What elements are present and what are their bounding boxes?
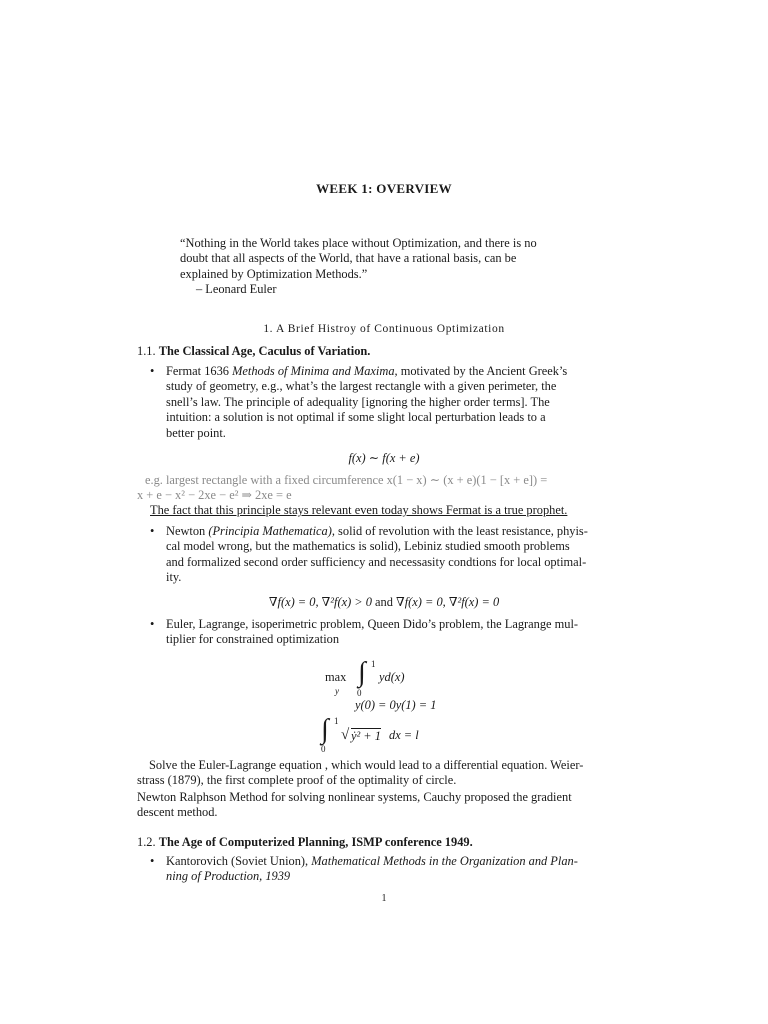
text-line: cal model wrong, but the mathematics is solid), Lebiniz studied smooth problems xyxy=(166,539,570,554)
bullet-kantorovich xyxy=(150,854,632,885)
quote-line: explained by Optimization Methods.” xyxy=(180,266,368,281)
text-line: Euler, Lagrange, isoperimetric problem, Queen Dido’s problem, the Lagrange mul- xyxy=(166,617,579,631)
text-line: Kantorovich (Soviet Union), Mathematical Methods in the Organization and Plan- xyxy=(166,854,578,868)
text-line: Newton Ralphson Method for solving nonlinear systems, Cauchy proposed the gradient xyxy=(137,790,572,804)
text-line: x + e − x² − 2xe − e² ⇒ 2xe = e xyxy=(137,488,292,503)
quote-line: doubt that all aspects of the World, that have a rational basis, can be xyxy=(180,251,517,266)
subsection-title: The Age of Computerized Planning, ISMP conference 1949. xyxy=(158,835,473,849)
boundary-constraint: y(0) = 0y(1) = 1 xyxy=(355,698,437,712)
equation-fermat: f(x) ∼ f(x + e) xyxy=(348,451,420,465)
bullet-icon: • xyxy=(150,364,155,378)
text-line: intuition: a solution is not optimal if some slight local perturbation leads to a xyxy=(166,410,546,425)
fermat-note: The fact that this principle stays relevant even today shows Fermat is a true prophet. xyxy=(150,503,568,517)
bullet-icon: • xyxy=(150,617,155,631)
book-title: Methods of Minima and Maxima, xyxy=(232,364,398,378)
book-title: (Principia Mathematica) xyxy=(208,524,332,538)
subsection-heading xyxy=(137,344,637,359)
integral-lower-bound: 0 xyxy=(321,744,326,754)
text-line: descent method. xyxy=(137,805,218,820)
integral-upper-bound: 1 xyxy=(334,716,339,726)
text-line: study of geometry, e.g., what’s the largest rectangle with a given perimeter, the xyxy=(166,379,557,394)
text-line: Fermat 1636 Methods of Minima and Maxima, motivated by the Ancient Greek’s xyxy=(166,364,568,378)
page-number: 1 xyxy=(381,893,387,904)
page-title: WEEK 1: OVERVIEW xyxy=(316,181,452,196)
integral-upper-bound: 1 xyxy=(371,659,376,669)
subsection-number: 1.2. xyxy=(137,835,156,849)
subsection-number: 1.1. xyxy=(137,344,156,358)
integrand: yd(x) xyxy=(379,670,405,684)
example-text xyxy=(137,473,632,504)
quote-author: – Leonard Euler xyxy=(196,282,277,297)
text-line: better point. xyxy=(166,425,226,440)
bullet-icon: • xyxy=(150,524,155,538)
paragraph-newton-raphson xyxy=(137,790,632,821)
bullet-newton xyxy=(150,524,632,586)
integral-length-constraint: dx = l xyxy=(389,728,419,742)
book-title: ning of Production, 1939 xyxy=(166,869,291,884)
integral-lower-bound: 0 xyxy=(357,688,362,698)
text-line: snell’s law. The principle of adequality [ignoring the higher order terms]. The xyxy=(166,394,550,409)
equation-euler-lagrange xyxy=(321,657,525,755)
text-line xyxy=(166,869,632,884)
sqrt-radicand: ẏ² + 1 xyxy=(351,729,381,743)
max-operator: max xyxy=(325,670,347,684)
text-line: strass (1879), the first complete proof of the optimality of circle. xyxy=(137,773,457,788)
bullet-fermat xyxy=(150,364,632,441)
book-title: Mathematical Methods in the Organization and Plan- xyxy=(311,854,578,868)
paragraph-euler-lagrange xyxy=(137,758,632,789)
equation-optimality-conditions: ∇f(x) = 0, ∇²f(x) > 0 and ∇f(x) = 0, ∇²f(x) = 0 xyxy=(268,595,500,609)
text-line: Newton (Principia Mathematica), solid of revolution with the least resistance, phyis- xyxy=(166,524,588,538)
bullet-icon: • xyxy=(150,854,155,868)
text-line: ity. xyxy=(166,570,182,585)
sqrt-icon: √ xyxy=(341,727,350,743)
epigraph-quote xyxy=(180,236,600,298)
subsection-heading xyxy=(137,835,637,850)
text-line: Solve the Euler-Lagrange equation , which would lead to a differential equation. Weier- xyxy=(149,758,584,772)
integral-sign: ∫ xyxy=(321,714,329,745)
text-line: tiplier for constrained optimization xyxy=(166,632,340,647)
quote-line: “Nothing in the World takes place without Optimization, and there is no xyxy=(180,236,537,250)
section-heading: 1. A Brief Histroy of Continuous Optimization xyxy=(263,323,505,335)
text-line: and formalized second order sufficiency and necessasity condtions for local optimal- xyxy=(166,554,587,569)
text-line: e.g. largest rectangle with a fixed circumference x(1 − x) ∼ (x + e)(1 − [x + e]) = xyxy=(145,473,548,487)
max-variable: y xyxy=(335,686,339,696)
subsection-title: The Classical Age, Caculus of Variation. xyxy=(158,344,371,358)
bullet-euler xyxy=(150,617,632,648)
integral-sign: ∫ xyxy=(358,657,366,688)
